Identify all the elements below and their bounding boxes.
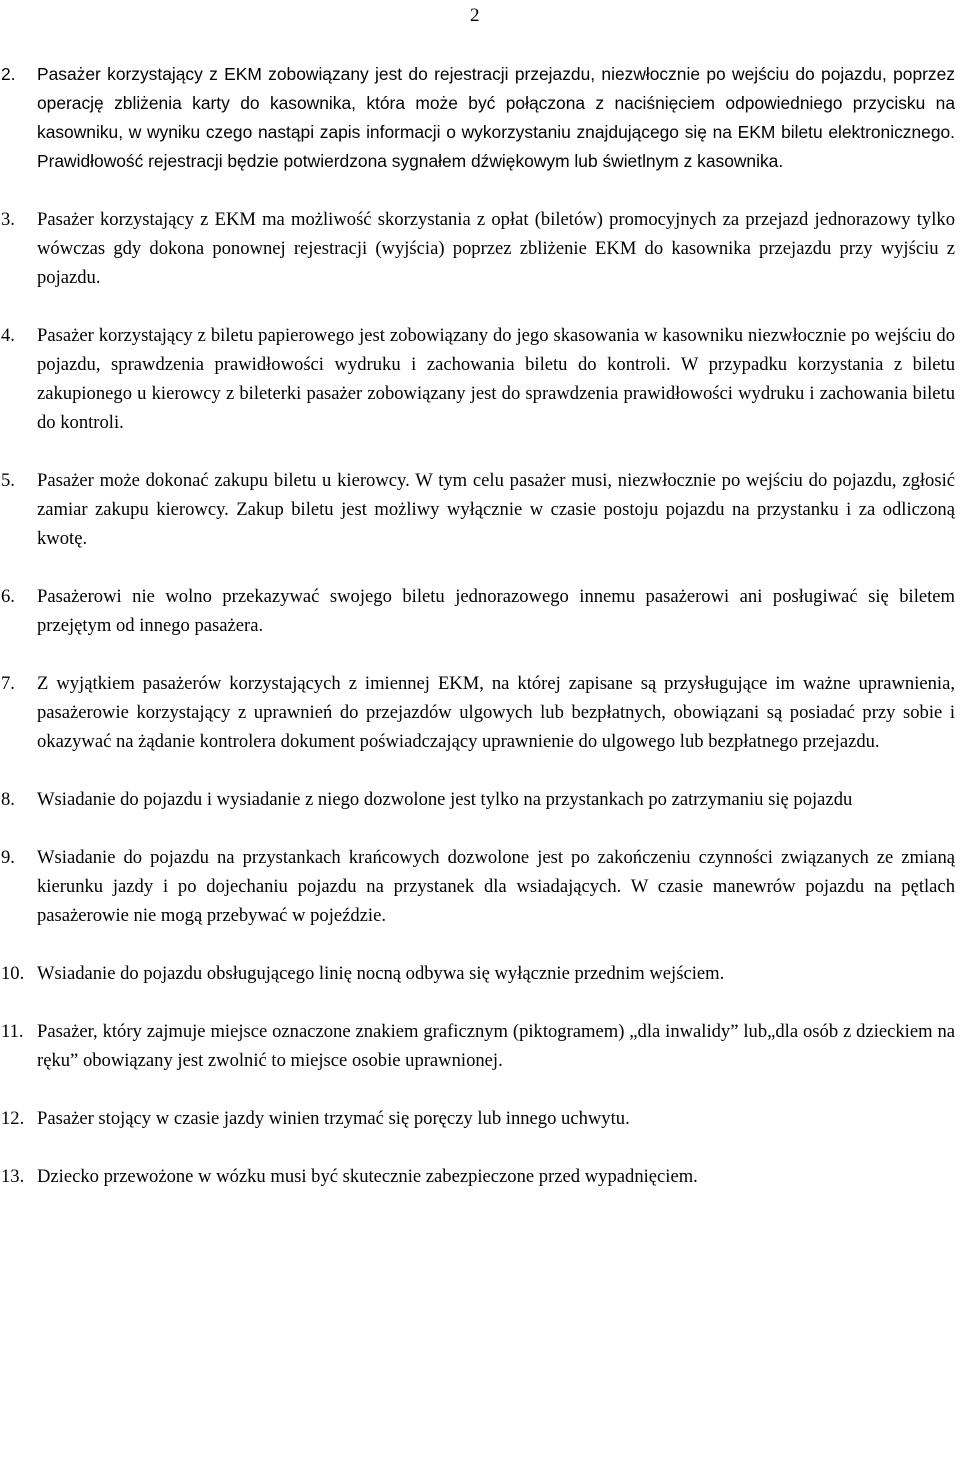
item-text: Wsiadanie do pojazdu obsługującego linię nocną odbywa się wyłącznie przednim wejściem. [37, 963, 725, 984]
regulations-list [0, 60, 955, 1191]
list-item [0, 959, 955, 988]
list-item [0, 466, 955, 553]
item-number: 11. [1, 1021, 24, 1042]
list-item [0, 205, 955, 292]
item-text: Pasażer korzystający z EKM ma możliwość skorzystania z opłat (biletów) promocyjnych za przejazd jednorazowy tylko wówczas gdy dokona ponownej rejestracji (wyjścia) poprzez zbliżenie EKM do kasownika przejazdu przy wyjściu z pojazdu. [37, 209, 955, 288]
list-item [0, 669, 955, 756]
item-number: 13. [1, 1166, 25, 1187]
list-item [0, 1017, 955, 1075]
item-number: 5. [1, 470, 15, 491]
item-text: Pasażer korzystający z biletu papierowego jest zobowiązany do jego skasowania w kasowniku niezwłocznie po wejściu do pojazdu, sprawdzenia prawidłowości wydruku i zachowania biletu do kontroli. W przypadku korzystania z biletu zakupionego u kierowcy z bileterki pasażer zobowiązany jest do sprawdzenia prawidłowości wydruku i zachowania biletu do kontroli. [37, 325, 955, 433]
item-text: Pasażer, który zajmuje miejsce oznaczone znakiem graficznym (piktogramem) „dla inwalidy” lub„dla osób z dzieckiem na ręku” obowiązany jest zwolnić to miejsce osobie uprawnionej. [37, 1021, 955, 1071]
item-text: Pasażer może dokonać zakupu biletu u kierowcy. W tym celu pasażer musi, niezwłocznie po wejściu do pojazdu, zgłosić zamiar zakupu kierowcy. Zakup biletu jest możliwy wyłącznie w czasie postoju pojazdu na przystanku i za odliczoną kwotę. [37, 470, 955, 549]
item-number: 2. [1, 64, 16, 84]
item-number: 6. [1, 586, 15, 607]
item-number: 10. [1, 963, 25, 984]
item-text: Pasażer korzystający z EKM zobowiązany jest do rejestracji przejazdu, niezwłocznie po wejściu do pojazdu, poprzez operację zbliżenia karty do kasownika, która może być połączona z naciśnięciem odpowiedniego przycisku na kasowniku, w wyniku czego nastąpi zapis informacji o wykorzystaniu znajdującego się na EKM biletu elektronicznego. Prawidłowość rejestracji będzie potwierdzona sygnałem dźwiękowym lub świetlnym z kasownika. [37, 64, 955, 171]
list-item [0, 582, 955, 640]
list-item [0, 785, 955, 814]
item-number: 3. [1, 209, 15, 230]
item-number: 12. [1, 1108, 25, 1129]
page-number: 2 [470, 5, 480, 26]
item-text: Pasażer stojący w czasie jazdy winien trzymać się poręczy lub innego uchwytu. [37, 1108, 630, 1129]
list-item [0, 1162, 955, 1191]
item-text: Dziecko przewożone w wózku musi być skutecznie zabezpieczone przed wypadnięciem. [37, 1166, 698, 1187]
list-item [0, 843, 955, 930]
item-number: 8. [1, 789, 15, 810]
item-number: 9. [1, 847, 15, 868]
list-item [0, 1104, 955, 1133]
list-item [0, 321, 955, 437]
list-item [0, 60, 955, 176]
item-text: Wsiadanie do pojazdu na przystankach krańcowych dozwolone jest po zakończeniu czynności związanych ze zmianą kierunku jazdy i po dojechaniu pojazdu na przystanek dla wsiadających. W czasie manewrów pojazdu na pętlach pasażerowie nie mogą przebywać w pojeździe. [37, 847, 955, 926]
item-text: Pasażerowi nie wolno przekazywać swojego biletu jednorazowego innemu pasażerowi ani posługiwać się biletem przejętym od innego pasażera. [37, 586, 955, 636]
item-text: Z wyjątkiem pasażerów korzystających z imiennej EKM, na której zapisane są przysługujące im ważne uprawnienia, pasażerowie korzystający z uprawnień do przejazdów ulgowych lub bezpłatnych, obowiązani są posiadać przy sobie i okazywać na żądanie kontrolera dokument poświadczający uprawnienie do ulgowego lub bezpłatnego przejazdu. [37, 673, 955, 752]
item-number: 7. [1, 673, 15, 694]
item-text: Wsiadanie do pojazdu i wysiadanie z niego dozwolone jest tylko na przystankach po zatrzymaniu się pojazdu [37, 789, 853, 810]
item-number: 4. [1, 325, 15, 346]
